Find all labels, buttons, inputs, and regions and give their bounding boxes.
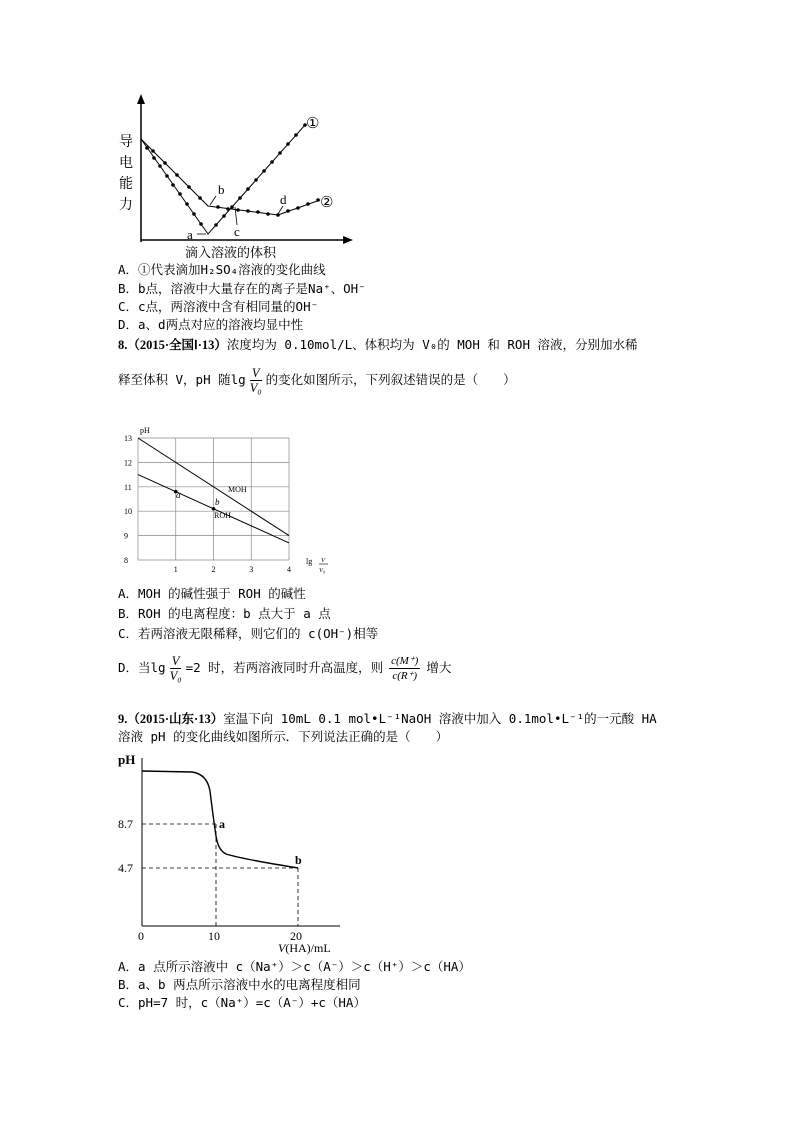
line-label-roh: ROH (214, 511, 231, 520)
label-c: c (234, 224, 240, 239)
q9-line1 (118, 711, 657, 727)
point-label-a: a (176, 490, 181, 500)
q7-option-a: A．①代表滴加H₂SO₄溶液的变化曲线 (118, 262, 326, 277)
q9-line2: 溶液 pH 的变化曲线如图所示．下列说法正确的是（ ） (118, 729, 449, 744)
xtick-2: 2 (211, 565, 216, 574)
curve-1-marker: ① (306, 116, 320, 132)
xlabel-frac-num: V (321, 557, 325, 564)
ylabel-char-2: 电 (119, 156, 133, 171)
label-d: d (280, 192, 287, 207)
q8-option-b: B．ROH 的电离程度：b 点大于 a 点 (118, 606, 331, 621)
curve-2-marker: ② (320, 195, 334, 211)
q7-option-c: C．c点，两溶液中含有相同量的OH⁻ (118, 299, 319, 314)
q8-frac-den: V₀ (249, 381, 262, 395)
grid (138, 438, 289, 560)
q8-stem-2-post: 的变化如图所示，下列叙述错误的是（ ） (265, 372, 516, 387)
q8-stem-2-pre: 释至体积 V，pH 随lg (118, 372, 246, 387)
point-label-a: a (219, 817, 225, 831)
xtick-1: 1 (173, 565, 178, 574)
xlabel: 滴入溶液的体积 (185, 245, 277, 260)
xlabel: lg (306, 557, 313, 566)
xtick-3: 3 (249, 565, 254, 574)
y-axis-arrow (137, 94, 145, 104)
titration-chart (112, 746, 362, 958)
q8-line2 (118, 366, 516, 395)
q8-number: 8. (118, 338, 128, 352)
label-b: b (218, 182, 225, 197)
line-label-moh: MOH (228, 485, 247, 494)
xtick-10: 10 (208, 929, 220, 943)
q9-option-a: A．a 点所示溶液中 c（Na⁺）＞c（A⁻）＞c（H⁺）＞c（HA） (118, 959, 471, 974)
y-tick-labels (124, 434, 132, 565)
q9-source: （2015·山东·13） (127, 712, 224, 726)
ytick-8.7: 8.7 (118, 817, 133, 831)
ylabel-char-3: 能 (119, 177, 133, 192)
ytick-10: 10 (124, 507, 132, 517)
q8-stem-1: 浓度均为 0.10mol/L、体积均为 V₀的 MOH 和 ROH 溶液，分别加水稀 (226, 337, 638, 352)
ytick-13: 13 (124, 434, 132, 443)
q9-number: 9. (118, 712, 128, 726)
q8-frac-num: V (251, 366, 260, 380)
ytick-11: 11 (124, 482, 132, 492)
q8-option-d: D．当lg $\frac{V}{\text{V₀}}$ =2 时，若两溶液同时升高温度，则 $\frac{c(M^+)}{c(R^+)}$ 增大 (118, 654, 452, 683)
q9-stem-1: 室温下向 10mL 0.1 mol•L⁻¹NaOH 溶液中加入 0.1mol•L⁻¹的一元酸 HA (223, 711, 657, 726)
point-label-b: b (215, 497, 220, 507)
x-tick-labels (174, 565, 291, 574)
ytick-8: 8 (124, 556, 128, 565)
xlabel: V(HA)/mL (278, 941, 331, 955)
x-axis-arrow (343, 236, 353, 244)
curve-1-dots (145, 123, 307, 227)
q7-option-d: D．a、d两点对应的溶液均显中性 (118, 317, 304, 332)
ylabel: pH (140, 426, 150, 435)
q8-line1 (118, 337, 638, 353)
q8-option-c: C．若两溶液无限稀释，则它们的 c(OH⁻)相等 (118, 626, 379, 641)
q8-option-a: A．MOH 的碱性强于 ROH 的碱性 (118, 586, 306, 601)
xtick-20: 20 (290, 929, 302, 943)
ytick-4.7: 4.7 (118, 861, 133, 875)
q8-source: （2015·全国Ⅰ·13） (127, 338, 227, 352)
ylabel-char-4: 力 (119, 198, 133, 213)
conductivity-chart (110, 92, 360, 260)
q9-option-c: C．pH=7 时，c（Na⁺）=c（A⁻）+c（HA） (118, 995, 366, 1010)
ylabel: pH (118, 752, 136, 767)
xlabel-frac-den: V₀ (319, 567, 326, 574)
point-label-b: b (295, 853, 302, 867)
q7-option-b: B．b点，溶液中大量存在的离子是Na⁺、OH⁻ (118, 281, 366, 296)
ytick-9: 9 (124, 531, 128, 541)
xtick-4: 4 (287, 565, 291, 574)
ylabel-char-1: 导 (119, 135, 133, 150)
q9-option-b: B．a、b 两点所示溶液中水的电离程度相同 (118, 977, 361, 992)
label-a: a (187, 227, 193, 242)
curve-1 (141, 125, 305, 234)
ytick-12: 12 (124, 458, 132, 468)
ph-dilution-chart (118, 425, 343, 585)
xtick-0: 0 (138, 929, 144, 943)
curve-2-dots (151, 149, 320, 217)
